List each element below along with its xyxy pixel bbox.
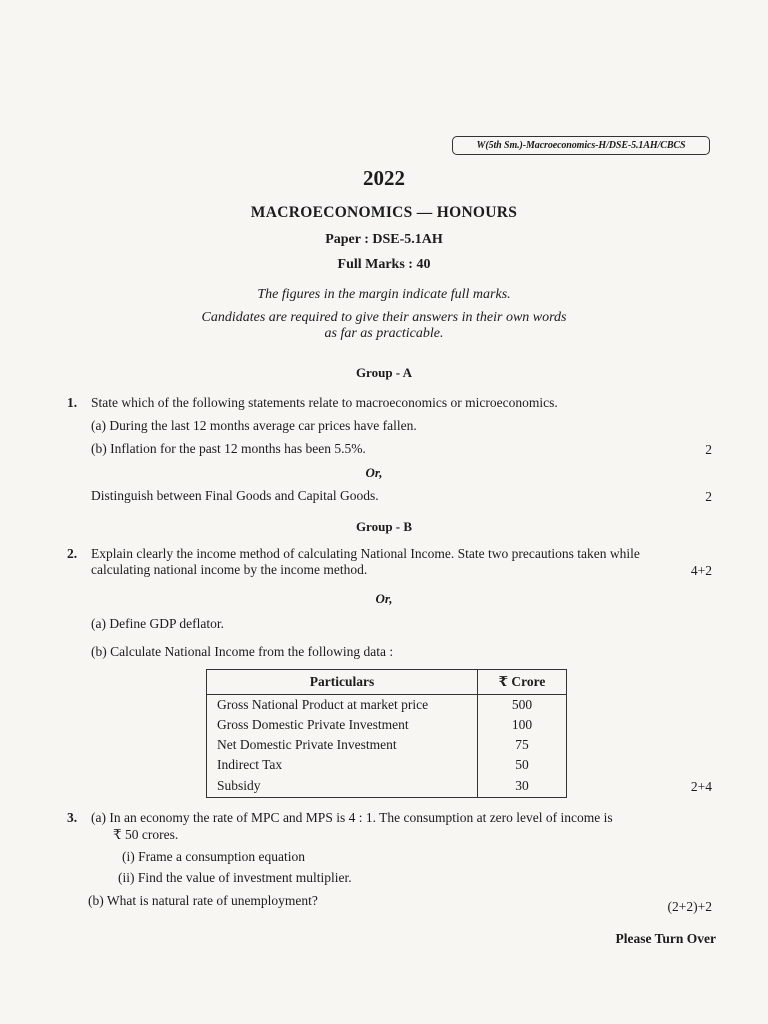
full-marks: Full Marks : 40 [337,257,431,272]
question-2-part-b: (b) Calculate National Income from the following data : [91,644,394,659]
table-cell-particular: Net Domestic Private Investment [207,735,478,755]
table-cell-particular: Indirect Tax [207,755,478,775]
question-1-alternative: Distinguish between Final Goods and Capital Goods. [91,488,379,503]
table-row [207,775,567,798]
table-cell-value: 100 [478,715,567,735]
question-2-alt-marks: 2+4 [690,779,712,794]
please-turn-over: Please Turn Over [615,931,716,946]
question-3-marks: (2+2)+2 [667,899,712,914]
paper-code-box: W(5th Sm.)-Macroeconomics-H/DSE-5.1AH/CBCS [452,136,710,155]
instruction-line-2: Candidates are required to give their answers in their own words [201,310,567,325]
question-3-sub-i: (i) Frame a consumption equation [122,849,305,864]
question-3-part-b: (b) What is natural rate of unemployment? [88,893,318,908]
table-cell-value: 50 [478,755,567,775]
table-row [207,755,567,775]
paper-title: MACROECONOMICS — HONOURS [250,204,518,221]
question-3-number: 3. [67,810,78,825]
table-row [207,715,567,735]
question-2-part-a: (a) Define GDP deflator. [91,616,224,631]
table-cell-value: 30 [478,775,567,798]
instruction-line-3: as far as practicable. [324,326,444,341]
question-2-number: 2. [67,546,78,561]
table-cell-particular: Gross National Product at market price [207,695,478,716]
table-cell-particular: Subsidy [207,775,478,798]
national-income-data-table [206,669,567,798]
exam-year: 2022 [363,166,405,190]
question-2-marks: 4+2 [690,563,712,578]
question-1-alt-marks: 2 [705,489,712,504]
question-1-text: State which of the following statements relate to macroeconomics or microeconomics. [91,395,558,410]
question-1-or: Or, [365,465,383,480]
group-b-heading: Group - B [355,519,413,534]
question-1-marks: 2 [705,442,712,457]
question-2-or: Or, [375,591,393,606]
question-1-number: 1. [67,395,78,410]
paper-number: Paper : DSE-5.1AH [325,232,443,247]
table-cell-particular: Gross Domestic Private Investment [207,715,478,735]
question-1-part-a: (a) During the last 12 months average car prices have fallen. [91,418,417,433]
question-3-part-a-line-1: (a) In an economy the rate of MPC and MPS is 4 : 1. The consumption at zero level of income is [91,810,613,825]
table-row [207,735,567,755]
instruction-line-1: The figures in the margin indicate full marks. [257,287,511,302]
table-header-particulars: Particulars [207,670,478,695]
table-row [207,695,567,716]
question-2-line-2: calculating national income by the income method. [91,562,368,577]
table-cell-value: 500 [478,695,567,716]
group-a-heading: Group - A [355,365,413,380]
question-3-part-a-line-2: ₹ 50 crores. [113,827,179,842]
question-1-part-b: (b) Inflation for the past 12 months has been 5.5%. [91,441,366,456]
table-header-crore: ₹ Crore [478,670,567,695]
table-header-row [207,670,567,695]
table-cell-value: 75 [478,735,567,755]
question-3-sub-ii: (ii) Find the value of investment multiplier. [118,870,352,885]
question-2-line-1: Explain clearly the income method of calculating National Income. State two precautions taken while [91,546,640,561]
